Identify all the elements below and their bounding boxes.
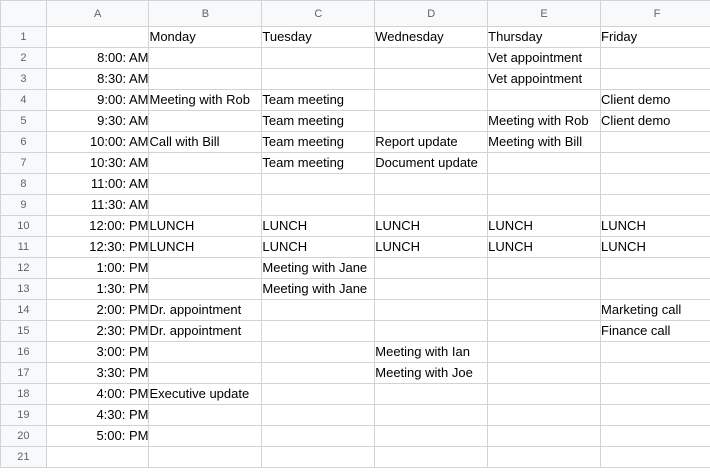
row-header[interactable]: 9	[1, 195, 47, 216]
monday-cell[interactable]	[149, 111, 262, 132]
monday-cell[interactable]	[149, 69, 262, 90]
monday-cell[interactable]	[149, 48, 262, 69]
column-header-b[interactable]: B	[149, 1, 262, 27]
monday-cell[interactable]	[149, 342, 262, 363]
table-row	[1, 384, 710, 405]
select-all-corner[interactable]	[1, 1, 47, 27]
row-header[interactable]: 17	[1, 363, 47, 384]
wednesday-cell[interactable]: Meeting with Ian	[375, 342, 488, 363]
tuesday-cell[interactable]: Meeting with Jane	[262, 258, 375, 279]
monday-cell[interactable]: Monday	[149, 27, 262, 48]
thursday-cell[interactable]	[488, 342, 601, 363]
time-cell[interactable]: 1:00: PM	[46, 258, 149, 279]
tuesday-cell[interactable]: Tuesday	[262, 27, 375, 48]
tuesday-cell[interactable]	[262, 426, 375, 447]
wednesday-cell[interactable]	[375, 279, 488, 300]
time-cell[interactable]: 11:30: AM	[46, 195, 149, 216]
thursday-cell[interactable]	[488, 405, 601, 426]
monday-cell[interactable]	[149, 174, 262, 195]
time-cell[interactable]: 12:30: PM	[46, 237, 149, 258]
monday-cell[interactable]	[149, 363, 262, 384]
monday-cell[interactable]	[149, 258, 262, 279]
table-row	[1, 48, 710, 69]
monday-cell[interactable]: Dr. appointment	[149, 321, 262, 342]
table-row	[1, 216, 710, 237]
thursday-cell[interactable]	[488, 90, 601, 111]
tuesday-cell[interactable]: LUNCH	[262, 237, 375, 258]
tuesday-cell[interactable]	[262, 69, 375, 90]
row-header[interactable]: 3	[1, 69, 47, 90]
time-cell[interactable]: 11:00: AM	[46, 174, 149, 195]
thursday-cell[interactable]	[488, 300, 601, 321]
row-header[interactable]: 15	[1, 321, 47, 342]
friday-cell[interactable]	[601, 447, 710, 468]
friday-cell[interactable]	[601, 405, 710, 426]
wednesday-cell[interactable]	[375, 447, 488, 468]
friday-cell[interactable]	[601, 48, 710, 69]
wednesday-cell[interactable]: Meeting with Joe	[375, 363, 488, 384]
monday-cell[interactable]: Executive update	[149, 384, 262, 405]
row-header[interactable]: 8	[1, 174, 47, 195]
wednesday-cell[interactable]	[375, 258, 488, 279]
table-row	[1, 195, 710, 216]
tuesday-cell[interactable]: Team meeting	[262, 111, 375, 132]
row-header[interactable]: 4	[1, 90, 47, 111]
monday-cell[interactable]: Call with Bill	[149, 132, 262, 153]
wednesday-cell[interactable]	[375, 69, 488, 90]
column-header-f[interactable]: F	[601, 1, 710, 27]
table-row	[1, 321, 710, 342]
row-header[interactable]: 13	[1, 279, 47, 300]
time-cell[interactable]: 12:00: PM	[46, 216, 149, 237]
time-cell[interactable]	[46, 27, 149, 48]
column-header-row	[1, 1, 710, 27]
time-cell[interactable]: 9:00: AM	[46, 90, 149, 111]
tuesday-cell[interactable]	[262, 405, 375, 426]
thursday-cell[interactable]	[488, 363, 601, 384]
friday-cell[interactable]	[601, 153, 710, 174]
wednesday-cell[interactable]: Report update	[375, 132, 488, 153]
tuesday-cell[interactable]	[262, 363, 375, 384]
column-header-e[interactable]: E	[488, 1, 601, 27]
thursday-cell[interactable]	[488, 153, 601, 174]
friday-cell[interactable]	[601, 384, 710, 405]
thursday-cell[interactable]	[488, 258, 601, 279]
column-header-d[interactable]: D	[375, 1, 488, 27]
thursday-cell[interactable]	[488, 174, 601, 195]
friday-cell[interactable]	[601, 258, 710, 279]
table-row	[1, 69, 710, 90]
thursday-cell[interactable]	[488, 384, 601, 405]
column-header-c[interactable]: C	[262, 1, 375, 27]
tuesday-cell[interactable]: LUNCH	[262, 216, 375, 237]
wednesday-cell[interactable]: Document update	[375, 153, 488, 174]
row-header[interactable]: 12	[1, 258, 47, 279]
tuesday-cell[interactable]	[262, 384, 375, 405]
monday-cell[interactable]	[149, 405, 262, 426]
friday-cell[interactable]: Client demo	[601, 90, 710, 111]
wednesday-cell[interactable]	[375, 300, 488, 321]
monday-cell[interactable]: LUNCH	[149, 237, 262, 258]
table-row	[1, 153, 710, 174]
time-cell[interactable]: 1:30: PM	[46, 279, 149, 300]
wednesday-cell[interactable]	[375, 174, 488, 195]
row-header[interactable]: 5	[1, 111, 47, 132]
row-header[interactable]: 7	[1, 153, 47, 174]
time-cell[interactable]: 3:00: PM	[46, 342, 149, 363]
table-row	[1, 90, 710, 111]
row-header[interactable]: 11	[1, 237, 47, 258]
row-header[interactable]: 20	[1, 426, 47, 447]
monday-cell[interactable]	[149, 153, 262, 174]
wednesday-cell[interactable]: Wednesday	[375, 27, 488, 48]
tuesday-cell[interactable]	[262, 342, 375, 363]
thursday-cell[interactable]: Meeting with Rob	[488, 111, 601, 132]
thursday-cell[interactable]	[488, 279, 601, 300]
table-row	[1, 300, 710, 321]
tuesday-cell[interactable]: Team meeting	[262, 153, 375, 174]
table-row	[1, 174, 710, 195]
tuesday-cell[interactable]: Team meeting	[262, 132, 375, 153]
friday-cell[interactable]	[601, 195, 710, 216]
row-header[interactable]: 16	[1, 342, 47, 363]
grid-body	[1, 27, 710, 468]
time-cell[interactable]: 4:30: PM	[46, 405, 149, 426]
table-row	[1, 279, 710, 300]
row-header[interactable]: 10	[1, 216, 47, 237]
friday-cell[interactable]	[601, 69, 710, 90]
tuesday-cell[interactable]: Team meeting	[262, 90, 375, 111]
time-cell[interactable]: 10:00: AM	[46, 132, 149, 153]
wednesday-cell[interactable]	[375, 48, 488, 69]
monday-cell[interactable]	[149, 195, 262, 216]
table-row	[1, 27, 710, 48]
thursday-cell[interactable]	[488, 321, 601, 342]
friday-cell[interactable]	[601, 363, 710, 384]
wednesday-cell[interactable]: LUNCH	[375, 237, 488, 258]
monday-cell[interactable]: Meeting with Rob	[149, 90, 262, 111]
tuesday-cell[interactable]	[262, 48, 375, 69]
thursday-cell[interactable]: Vet appointment	[488, 48, 601, 69]
friday-cell[interactable]: LUNCH	[601, 237, 710, 258]
friday-cell[interactable]: Finance call	[601, 321, 710, 342]
row-header[interactable]: 19	[1, 405, 47, 426]
monday-cell[interactable]: Dr. appointment	[149, 300, 262, 321]
thursday-cell[interactable]	[488, 195, 601, 216]
table-row	[1, 132, 710, 153]
table-row	[1, 111, 710, 132]
thursday-cell[interactable]: Vet appointment	[488, 69, 601, 90]
row-header[interactable]: 18	[1, 384, 47, 405]
time-cell[interactable]: 2:00: PM	[46, 300, 149, 321]
time-cell[interactable]: 4:00: PM	[46, 384, 149, 405]
column-header-a[interactable]: A	[46, 1, 149, 27]
time-cell[interactable]: 8:30: AM	[46, 69, 149, 90]
friday-cell[interactable]	[601, 342, 710, 363]
table-row	[1, 363, 710, 384]
time-cell[interactable]: 2:30: PM	[46, 321, 149, 342]
time-cell[interactable]: 10:30: AM	[46, 153, 149, 174]
table-row	[1, 237, 710, 258]
time-cell[interactable]: 5:00: PM	[46, 426, 149, 447]
wednesday-cell[interactable]	[375, 426, 488, 447]
friday-cell[interactable]	[601, 426, 710, 447]
tuesday-cell[interactable]	[262, 321, 375, 342]
thursday-cell[interactable]	[488, 426, 601, 447]
time-cell[interactable]: 8:00: AM	[46, 48, 149, 69]
time-cell[interactable]	[46, 447, 149, 468]
tuesday-cell[interactable]	[262, 174, 375, 195]
row-header[interactable]: 1	[1, 27, 47, 48]
table-row	[1, 342, 710, 363]
tuesday-cell[interactable]	[262, 300, 375, 321]
friday-cell[interactable]: LUNCH	[601, 216, 710, 237]
friday-cell[interactable]	[601, 279, 710, 300]
thursday-cell[interactable]: LUNCH	[488, 237, 601, 258]
thursday-cell[interactable]: LUNCH	[488, 216, 601, 237]
row-header[interactable]: 21	[1, 447, 47, 468]
row-header[interactable]: 2	[1, 48, 47, 69]
friday-cell[interactable]	[601, 132, 710, 153]
thursday-cell[interactable]: Meeting with Bill	[488, 132, 601, 153]
monday-cell[interactable]	[149, 426, 262, 447]
tuesday-cell[interactable]	[262, 447, 375, 468]
wednesday-cell[interactable]: LUNCH	[375, 216, 488, 237]
friday-cell[interactable]	[601, 174, 710, 195]
table-row	[1, 405, 710, 426]
row-header[interactable]: 14	[1, 300, 47, 321]
monday-cell[interactable]	[149, 279, 262, 300]
monday-cell[interactable]: LUNCH	[149, 216, 262, 237]
thursday-cell[interactable]: Thursday	[488, 27, 601, 48]
tuesday-cell[interactable]: Meeting with Jane	[262, 279, 375, 300]
friday-cell[interactable]: Friday	[601, 27, 710, 48]
wednesday-cell[interactable]	[375, 405, 488, 426]
friday-cell[interactable]: Client demo	[601, 111, 710, 132]
table-row	[1, 258, 710, 279]
wednesday-cell[interactable]	[375, 195, 488, 216]
row-header[interactable]: 6	[1, 132, 47, 153]
table-row	[1, 426, 710, 447]
table-row	[1, 447, 710, 468]
thursday-cell[interactable]	[488, 447, 601, 468]
tuesday-cell[interactable]	[262, 195, 375, 216]
wednesday-cell[interactable]	[375, 90, 488, 111]
monday-cell[interactable]	[149, 447, 262, 468]
time-cell[interactable]: 3:30: PM	[46, 363, 149, 384]
wednesday-cell[interactable]	[375, 111, 488, 132]
wednesday-cell[interactable]	[375, 321, 488, 342]
friday-cell[interactable]: Marketing call	[601, 300, 710, 321]
time-cell[interactable]: 9:30: AM	[46, 111, 149, 132]
wednesday-cell[interactable]	[375, 384, 488, 405]
